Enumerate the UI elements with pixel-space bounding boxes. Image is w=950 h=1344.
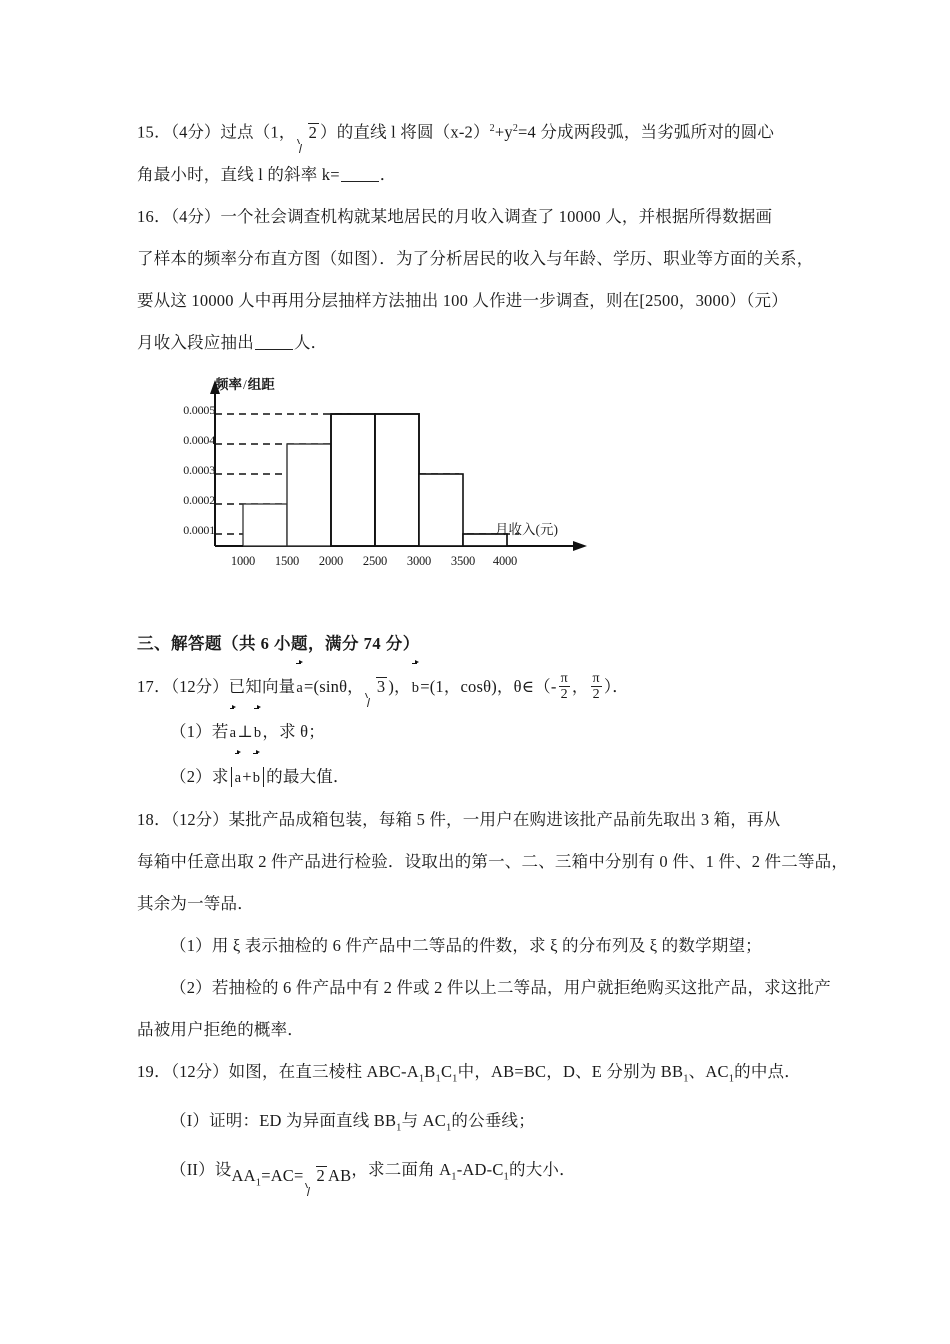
question-18	[137, 799, 849, 1051]
q19-score: （12分）	[170, 1061, 229, 1081]
q17-sub-1	[137, 709, 818, 754]
bar-1000-1500	[243, 504, 287, 546]
q17-lead: 已知向量	[228, 676, 296, 696]
q16-number: 16	[137, 206, 155, 226]
q15-line-1	[137, 108, 818, 154]
q18-score: （12分）	[170, 809, 229, 829]
q15-sqrt-2: 2	[297, 112, 319, 154]
question-16	[137, 196, 818, 364]
bar-2000-2500	[331, 414, 375, 546]
q17-sub2-b: 的最大值．	[266, 766, 350, 786]
vector-a-symbol: a	[296, 664, 303, 709]
q18-line-2: 每箱中任意出取 2 件产品进行检验．设取出的第一、二、三箱中分别有 0 件、1 件、2 件二等品，	[137, 851, 849, 871]
vector-b-symbol-sub1: b	[254, 709, 261, 754]
q15-score: （4分）	[170, 122, 221, 142]
q19-sub-1d: 1	[683, 1072, 689, 1084]
q15-text-a: 过点	[220, 122, 254, 142]
q19-sub1-a: （I）证明：ED 为异面直线 BB	[170, 1110, 397, 1130]
q19-sub-1a: 1	[418, 1072, 425, 1084]
q15-line-2	[137, 154, 818, 196]
q18-period: ．	[154, 809, 171, 829]
q18-line-3: 其余为一等品．	[137, 893, 254, 913]
q19-sub-1c: 1	[452, 1072, 458, 1084]
q17-eq-a: =(sinθ，	[304, 676, 364, 696]
q16-line4-a: 月收入段应抽出	[137, 332, 254, 352]
q19-sub2-sub-2: 1	[503, 1171, 509, 1183]
q19-sub2-b: ，求二面角 A	[351, 1160, 452, 1180]
q17-fraction-pi-2: $\frac{\pi}{2}$	[592, 671, 600, 703]
q17-sub2-a: （2）求	[170, 766, 229, 786]
section-header-3: 三、解答题（共 6 小题，满分 74 分）	[137, 633, 420, 653]
q19-text-a: 如图，在直三棱柱 ABC‑A	[228, 1061, 419, 1081]
q19-sub2-a: （II）设	[170, 1160, 232, 1180]
q15-point-one: 1，	[270, 122, 296, 142]
q19-line-1	[137, 1051, 818, 1100]
q19-sub-1e: 1	[728, 1072, 735, 1084]
y-tick-1: 0.0002	[183, 492, 215, 507]
q18-line-1	[137, 799, 818, 841]
q16-period: ．	[154, 206, 171, 226]
chart-x-axis-label: 月收入(元)	[495, 521, 558, 537]
x-tick-1: 1500	[274, 553, 300, 568]
x-axis-arrow	[573, 541, 587, 551]
frequency-histogram	[179, 378, 599, 588]
chart-y-ticks	[131, 378, 215, 558]
bar-1500-2000	[287, 444, 331, 546]
question-19	[137, 1051, 818, 1205]
q17-tail: ）．	[603, 676, 629, 696]
q19-sub2-sub-1: 1	[451, 1171, 457, 1183]
q16-line-3: 要从这 10000 人中再用分层抽样方法抽出 100 人作进一步调查，则在[2500，3000）（元）	[137, 290, 788, 310]
y-label-denominator: 组距	[247, 376, 275, 392]
x-tick-0: 1000	[230, 553, 256, 568]
q16-text-1: 一个社会调查机构就某地居民的月收入调查了 10000 人，并根据所得数据画	[220, 206, 773, 226]
q15-text-b: 的直线 l 将圆（x‑2）	[336, 122, 490, 142]
q15-line2-end: ．	[379, 164, 397, 184]
q19-sub1-sub-2: 1	[445, 1122, 452, 1134]
q18-sub-2-line-1: （2）若抽检的 6 件产品中有 2 件或 2 件以上二等品，用户就拒绝购买这批产品，求这批产	[170, 977, 831, 997]
q17-sub-2	[137, 754, 818, 799]
q15-text-c: +y	[494, 122, 513, 142]
y-label-separator: /	[243, 376, 247, 392]
question-15	[137, 108, 818, 196]
x-tick-5: 3500	[450, 553, 476, 568]
y-tick-2: 0.0003	[183, 462, 215, 477]
vector-b-symbol: b	[412, 664, 419, 709]
q17-period: ．	[154, 676, 171, 696]
q17-eq-b: =(1，cosθ)，	[420, 676, 514, 696]
q19-period: ．	[154, 1061, 171, 1081]
bar-3000-3500	[419, 474, 463, 546]
q16-line-2: 了样本的频率分布直方图（如图）．为了分析居民的收入与年龄、学历、职业等方面的关系，	[137, 248, 814, 268]
q17-line-1	[137, 664, 818, 709]
q15-paren-close: ）	[320, 122, 337, 142]
q19-text-e: 、AC	[688, 1061, 729, 1081]
y-tick-0: 0.0001	[183, 522, 215, 537]
q18-sub-1: （1）用 ξ 表示抽检的 6 件产品中二等品的件数，求 ξ 的分布列及 ξ 的数学期望；	[170, 935, 762, 955]
q15-exponent-2: 2	[512, 123, 519, 134]
bar-2500-3000	[375, 414, 419, 546]
q17-comma: ，	[571, 676, 589, 696]
q17-plus: +	[242, 766, 252, 786]
q16-line-4	[137, 322, 818, 364]
q15-exponent-1: 2	[489, 123, 495, 134]
vector-b-symbol-sub2: b	[253, 754, 260, 799]
q17-score: （12分）	[170, 676, 229, 696]
q19-text-f: 的中点．	[734, 1061, 801, 1081]
y-tick-3: 0.0004	[183, 432, 215, 447]
q15-period: ．	[154, 122, 171, 142]
q19-sub1-sub-1: 1	[396, 1122, 402, 1134]
q19-sqrt-2: 2	[305, 1155, 327, 1197]
q15-line2-text: 角最小时，直线 l 的斜率 k=	[137, 164, 340, 184]
x-tick-2: 2000	[318, 553, 344, 568]
x-tick-3: 2500	[362, 553, 388, 568]
q17-close-a: )，	[388, 676, 411, 696]
q15-number: 15	[137, 122, 155, 142]
q17-theta-in: θ∈（‑	[513, 676, 557, 696]
q17-sub1-b: ，求 θ；	[262, 721, 325, 741]
q19-number: 19	[137, 1061, 155, 1081]
q19-text-c: C	[440, 1061, 453, 1081]
q18-text-1: 某批产品成箱包装，每箱 5 件，一用户在购进该批产品前先取出 3 箱，再从	[228, 809, 781, 829]
q16-line-1	[137, 196, 818, 238]
q17-perp-symbol: ⊥	[237, 721, 253, 741]
q16-line4-b: 人．	[293, 332, 328, 352]
q17-fraction-neg-pi-2: $\frac{\pi}{2}$	[560, 671, 568, 703]
q19-sub1-c: 的公垂线；	[451, 1110, 535, 1130]
q17-sub1-a: （1）若	[170, 721, 229, 741]
chart-y-axis-label	[215, 373, 275, 393]
x-tick-6: 4000	[492, 553, 518, 568]
vector-a-symbol-sub1: a	[230, 709, 237, 754]
q19-text-b: B	[424, 1061, 436, 1081]
q19-sub2-d: 的大小．	[509, 1160, 576, 1180]
question-17	[137, 664, 818, 799]
q15-text-d: =4 分成两段弧，当劣弧所对的圆心	[518, 122, 775, 142]
q19-sub-1b: 1	[435, 1072, 441, 1084]
q17-sqrt-3: 3	[365, 666, 387, 708]
q15-answer-blank[interactable]	[341, 181, 379, 182]
q19-formula-aa1: $AA_1=AC= 2$ AB	[232, 1155, 352, 1204]
q16-score: （4分）	[170, 206, 221, 226]
y-label-numerator: 频率	[215, 376, 242, 392]
q19-sub-1	[137, 1100, 818, 1149]
q15-paren-open: （	[253, 122, 271, 142]
y-tick-4: 0.0005	[183, 402, 215, 417]
q19-sub-2	[137, 1149, 818, 1204]
abs-bar-right	[263, 767, 264, 787]
q16-answer-blank[interactable]	[255, 349, 293, 350]
q18-number: 18	[137, 809, 155, 829]
abs-bar-left	[231, 767, 232, 787]
q19-text-d: 中，AB=BC，D、E 分别为 BB	[457, 1061, 684, 1081]
q19-sub2-c: ‑AD‑C	[456, 1160, 504, 1180]
q17-number: 17	[137, 676, 155, 696]
vector-a-symbol-sub2: a	[235, 754, 242, 799]
q18-sub-2-line-2: 品被用户拒绝的概率．	[137, 1019, 304, 1039]
q19-sub1-b: 与 AC	[401, 1110, 446, 1130]
x-tick-4: 3000	[406, 553, 432, 568]
